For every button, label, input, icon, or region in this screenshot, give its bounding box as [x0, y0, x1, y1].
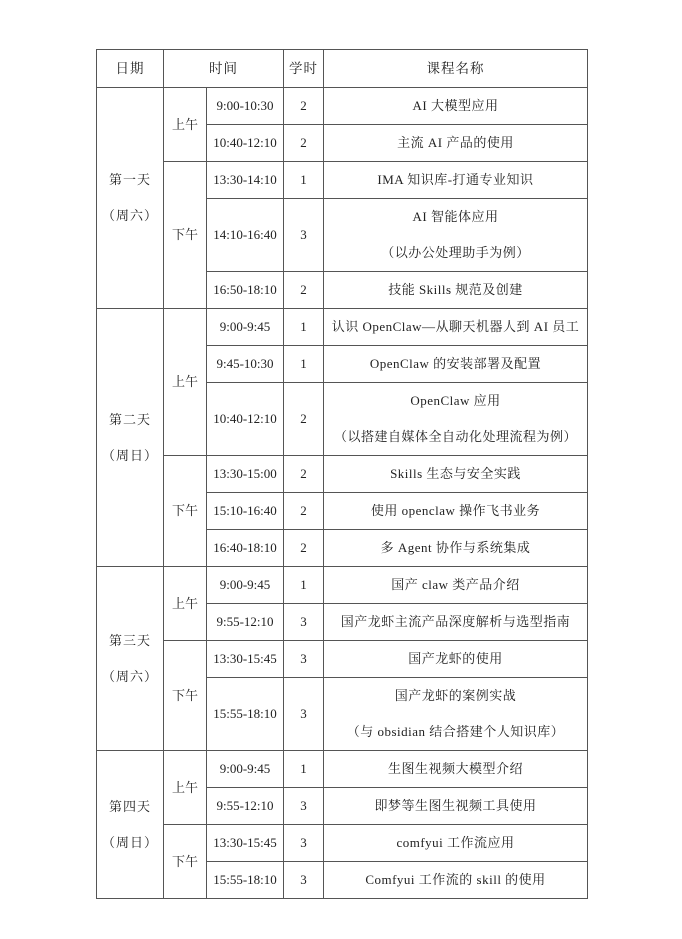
- table-row: [97, 641, 588, 678]
- header-time: 时间: [164, 50, 284, 88]
- course-cell: [324, 346, 588, 383]
- day-label: 第二天: [108, 411, 151, 427]
- course-name: comfyui 工作流应用: [396, 835, 515, 850]
- hours-cell: 3: [284, 604, 324, 641]
- course-cell: [324, 493, 588, 530]
- hours-cell: 2: [284, 530, 324, 567]
- table-row: [97, 162, 588, 199]
- course-cell: [324, 162, 588, 199]
- course-cell: [324, 567, 588, 604]
- course-name: 技能 Skills 规范及创建: [388, 282, 523, 297]
- course-name: AI 智能体应用: [412, 209, 499, 224]
- table-row: [97, 751, 588, 788]
- table-row: [97, 309, 588, 346]
- time-cell: 13:30-15:45: [207, 641, 284, 678]
- hours-cell: 2: [284, 88, 324, 125]
- header-date: 日期: [97, 50, 164, 88]
- header-course: 课程名称: [324, 50, 588, 88]
- table-row: [97, 825, 588, 862]
- time-cell: 10:40-12:10: [207, 383, 284, 456]
- hours-cell: 3: [284, 862, 324, 899]
- hours-cell: 2: [284, 493, 324, 530]
- course-cell: [324, 788, 588, 825]
- day-weekday: （周日）: [101, 447, 158, 463]
- time-cell: 9:00-10:30: [207, 88, 284, 125]
- hours-cell: 3: [284, 678, 324, 751]
- course-name: Comfyui 工作流的 skill 的使用: [365, 872, 546, 887]
- course-cell: [324, 825, 588, 862]
- time-cell: 10:40-12:10: [207, 125, 284, 162]
- course-cell: [324, 88, 588, 125]
- hours-cell: 1: [284, 751, 324, 788]
- course-name: 国产龙虾的使用: [408, 651, 503, 666]
- course-cell: [324, 641, 588, 678]
- course-name: 即梦等生图生视频工具使用: [374, 798, 537, 813]
- hours-cell: 3: [284, 825, 324, 862]
- course-cell: [324, 383, 588, 456]
- day-cell: [97, 88, 164, 309]
- period-cell: 下午: [164, 641, 207, 751]
- schedule-body: [97, 88, 588, 899]
- course-cell: [324, 751, 588, 788]
- day-weekday: （周六）: [101, 208, 158, 223]
- period-cell: 上午: [164, 567, 207, 641]
- time-cell: 9:00-9:45: [207, 309, 284, 346]
- hours-cell: 2: [284, 456, 324, 493]
- day-weekday: （周日）: [101, 834, 158, 850]
- header-hours: 学时: [284, 50, 324, 88]
- period-cell: 下午: [164, 825, 207, 899]
- hours-cell: 2: [284, 125, 324, 162]
- course-cell: [324, 530, 588, 567]
- time-cell: 14:10-16:40: [207, 199, 284, 272]
- day-label: 第三天: [108, 632, 151, 648]
- hours-cell: 2: [284, 272, 324, 309]
- time-cell: 16:40-18:10: [207, 530, 284, 567]
- course-name: 国产龙虾主流产品深度解析与选型指南: [340, 614, 571, 629]
- hours-cell: 1: [284, 567, 324, 604]
- time-cell: 9:55-12:10: [207, 788, 284, 825]
- day-cell: [97, 309, 164, 567]
- time-cell: 9:00-9:45: [207, 751, 284, 788]
- period-cell: 上午: [164, 751, 207, 825]
- hours-cell: 1: [284, 309, 324, 346]
- course-note: （以搭建自媒体全自动化处理流程为例）: [333, 429, 577, 444]
- course-cell: [324, 604, 588, 641]
- time-cell: 15:55-18:10: [207, 678, 284, 751]
- course-name: OpenClaw 的安装部署及配置: [369, 356, 542, 371]
- course-note: （以办公处理助手为例）: [381, 245, 530, 260]
- course-cell: [324, 199, 588, 272]
- time-cell: 9:55-12:10: [207, 604, 284, 641]
- period-cell: 下午: [164, 456, 207, 567]
- time-cell: 15:55-18:10: [207, 862, 284, 899]
- course-name: 国产 claw 类产品介绍: [391, 577, 520, 592]
- course-name: OpenClaw 应用: [410, 393, 501, 408]
- hours-cell: 2: [284, 383, 324, 456]
- time-cell: 9:00-9:45: [207, 567, 284, 604]
- course-name: 多 Agent 协作与系统集成: [380, 540, 531, 555]
- course-name: 认识 OpenClaw—从聊天机器人到 AI 员工: [331, 319, 580, 334]
- time-cell: 13:30-15:45: [207, 825, 284, 862]
- course-name: Skills 生态与安全实践: [390, 466, 521, 481]
- course-cell: [324, 456, 588, 493]
- time-cell: 16:50-18:10: [207, 272, 284, 309]
- course-name: 国产龙虾的案例实战: [394, 688, 517, 703]
- time-cell: 15:10-16:40: [207, 493, 284, 530]
- course-cell: [324, 125, 588, 162]
- time-cell: 13:30-14:10: [207, 162, 284, 199]
- time-cell: 13:30-15:00: [207, 456, 284, 493]
- course-cell: [324, 862, 588, 899]
- table-row: [97, 88, 588, 125]
- hours-cell: 3: [284, 641, 324, 678]
- table-row: [97, 456, 588, 493]
- period-cell: 上午: [164, 88, 207, 162]
- course-cell: [324, 678, 588, 751]
- period-cell: 上午: [164, 309, 207, 456]
- day-cell: [97, 751, 164, 899]
- time-cell: 9:45-10:30: [207, 346, 284, 383]
- table-row: [97, 567, 588, 604]
- course-cell: [324, 309, 588, 346]
- hours-cell: 1: [284, 162, 324, 199]
- schedule-table: [96, 49, 588, 899]
- course-note: （与 obsidian 结合搭建个人知识库）: [346, 724, 565, 739]
- course-cell: [324, 272, 588, 309]
- day-weekday: （周六）: [101, 668, 158, 684]
- hours-cell: 3: [284, 788, 324, 825]
- period-cell: 下午: [164, 162, 207, 309]
- hours-cell: 3: [284, 199, 324, 272]
- day-label: 第一天: [108, 172, 151, 187]
- day-label: 第四天: [108, 798, 151, 814]
- header-row: [97, 50, 588, 88]
- course-name: 主流 AI 产品的使用: [397, 135, 514, 150]
- course-name: 使用 openclaw 操作飞书业务: [370, 503, 541, 518]
- hours-cell: 1: [284, 346, 324, 383]
- course-name: IMA 知识库-打通专业知识: [377, 172, 534, 187]
- course-name: 生图生视频大模型介绍: [387, 761, 523, 776]
- day-cell: [97, 567, 164, 751]
- course-name: AI 大模型应用: [412, 98, 499, 113]
